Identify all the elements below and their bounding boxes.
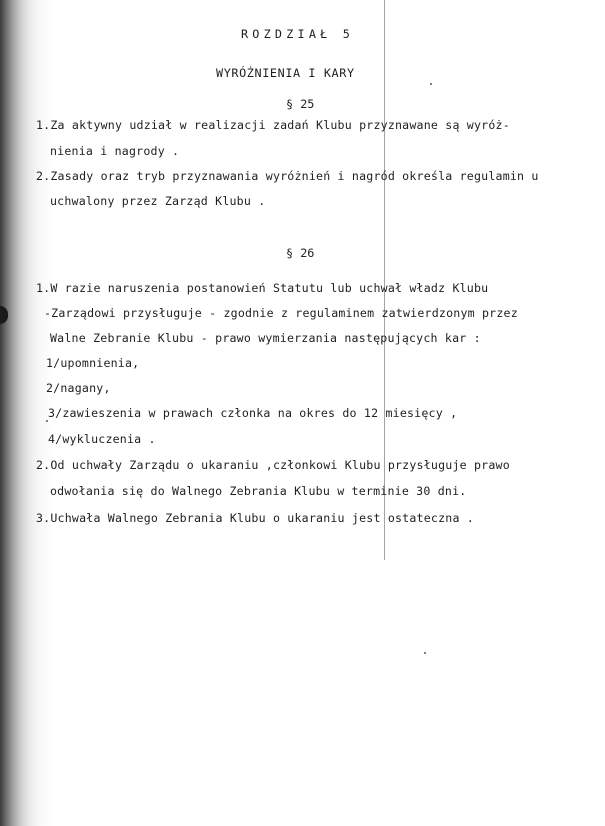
section-26-line-9: odwołania się do Walnego Zebrania Klubu w terminie 30 dni. xyxy=(50,484,467,498)
paper-speck xyxy=(424,652,426,654)
section-25-line-2: nienia i nagrody . xyxy=(50,144,180,158)
section-26-line-1: 1.W razie naruszenia postanowień Statutu lub uchwał władz Klubu xyxy=(36,281,489,295)
section-26-line-4: 1/upomnienia, xyxy=(46,356,140,370)
paper-speck xyxy=(46,420,48,422)
chapter-title: ROZDZIAŁ 5 xyxy=(241,27,355,41)
section-26-line-7: 4/wykluczenia . xyxy=(48,432,156,446)
paper-speck xyxy=(430,83,432,85)
binder-hole-shadow xyxy=(0,306,8,324)
section-26-line-6: 3/zawieszenia w prawach członka na okres do 12 miesięcy , xyxy=(48,406,458,420)
section-25-line-3: 2.Zasady oraz tryb przyznawania wyróżnień i nagród określa regulamin u xyxy=(36,169,539,183)
section-26-line-2: -Zarządowi przysługuje - zgodnie z regulaminem zatwierdzonym przez xyxy=(44,306,518,320)
section-25-line-4: uchwalony przez Zarząd Klubu . xyxy=(50,194,266,208)
chapter-subtitle: WYRÓŻNIENIA I KARY xyxy=(216,66,355,80)
section-26-line-8: 2.Od uchwały Zarządu o ukaraniu ,członkowi Klubu przysługuje prawo xyxy=(36,458,510,472)
page-fold-line xyxy=(384,0,385,560)
section-26-line-3: Walne Zebranie Klubu - prawo wymierzania następujących kar : xyxy=(50,331,481,345)
section-heading-25: § 25 xyxy=(286,97,315,111)
section-25-line-1: 1.Za aktywny udział w realizacji zadań Klubu przyznawane są wyróż- xyxy=(36,118,510,132)
section-26-line-10: 3.Uchwała Walnego Zebrania Klubu o ukaraniu jest ostateczna . xyxy=(36,511,474,525)
section-heading-26: § 26 xyxy=(286,246,315,260)
section-26-line-5: 2/nagany, xyxy=(46,381,111,395)
